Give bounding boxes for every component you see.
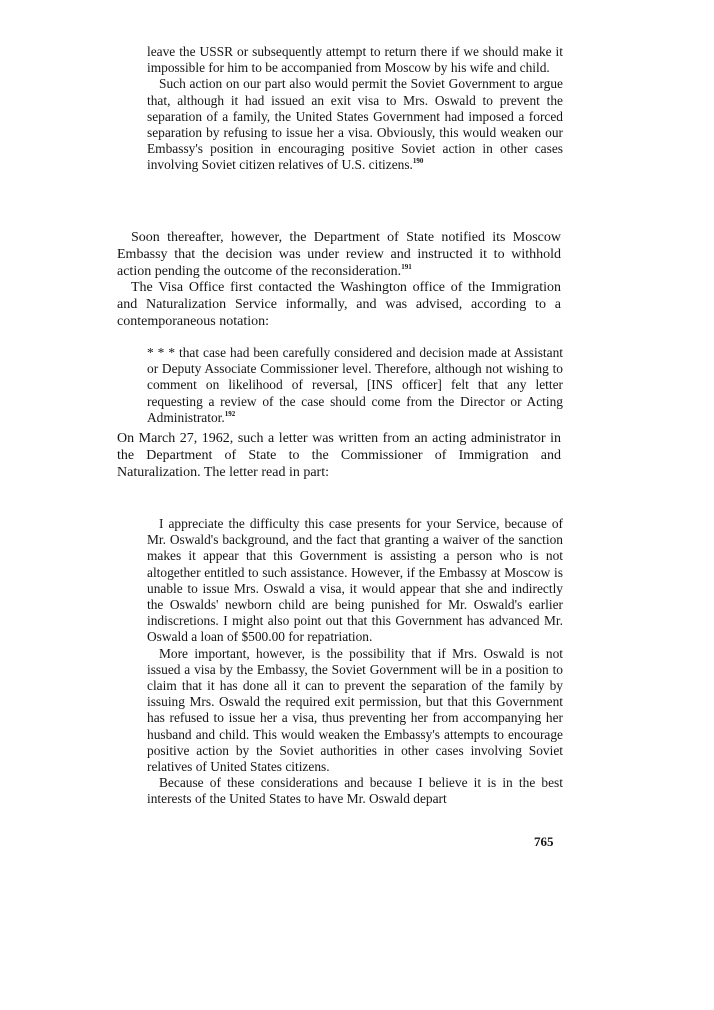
body-2-paragraph-1: On March 27, 1962, such a letter was written from an acting administrator in the Department of State to the Commissioner of Immigration and Naturalization. The letter read in part:	[117, 431, 561, 480]
footnote-ref-191: 191	[401, 262, 412, 271]
quote-1-paragraph-1: leave the USSR or subsequently attempt to return there if we should make it impossible for him to be accompanied from Moscow by his wife and child.	[147, 44, 563, 76]
body-block-1	[117, 230, 561, 331]
letter-paragraph-2: More important, however, is the possibility that if Mrs. Oswald is not issued a visa by the Embassy, the Soviet Government will be in a position to claim that it has done all it can to prevent the separation of the family by issuing Mrs. Oswald the required exit permission, but that this Government has refused to issue her a visa, thus preventing her from accompanying her husband and child. This would weaken the Embassy's attempts to encourage positive action by the Soviet authorities in other cases involving Soviet relatives of United States citizens.	[147, 645, 563, 775]
body-1-paragraph-1: Soon thereafter, however, the Department of State notified its Moscow Embassy that the decision was under review and instructed it to withhold action pending the outcome of the reconsideration.$^{191}$	[117, 230, 561, 279]
page-number: 765	[534, 834, 554, 849]
quote-block-1	[147, 44, 563, 174]
letter-paragraph-3: Because of these considerations and because I believe it is in the best interests of the United States to have Mr. Oswald depart	[147, 775, 563, 807]
footnote-ref-192: 192	[224, 409, 236, 418]
footnote-ref-190: 190	[412, 157, 424, 166]
quote-block-2	[147, 345, 563, 426]
quote-2-paragraph-1: * * * that case had been carefully considered and decision made at Assistant or Deputy Associate Commissioner level. Therefore, although not wishing to comment on likelihood of reversal, [INS officer] felt that any letter requesting a review of the case should come from the Director or Acting Administrator.$^{192}$	[147, 345, 563, 425]
letter-paragraph-1: I appreciate the difficulty this case presents for your Service, because of Mr. Oswald's background, and the fact that granting a waiver of the sanction makes it appear that this Government is assisting a person who is not altogether entitled to such assistance. However, if the Embassy at Moscow is unable to issue Mrs. Oswald a visa, it would appear that she and indirectly the Oswalds' newborn child are being punished for Mr. Oswald's earlier indiscretions. I might also point out that this Government has advanced Mr. Oswald a loan of $500.00 for repatriation.	[147, 516, 563, 645]
body-1-paragraph-2: The Visa Office first contacted the Washington office of the Immigration and Naturalization Service informally, and was advised, according to a contemporaneous notation:	[117, 280, 561, 329]
letter-excerpt	[147, 516, 563, 808]
quote-1-paragraph-2: Such action on our part also would permit the Soviet Government to argue that, although it had issued an exit visa to Mrs. Oswald to prevent the separation of a family, the United States Government had imposed a forced separation by refusing to issue her a visa. Obviously, this would weaken our Embassy's position in encouraging positive Soviet action in other cases involving Soviet citizen relatives of U.S. citizens.$^{190}$	[147, 76, 563, 173]
body-block-2	[117, 431, 561, 481]
